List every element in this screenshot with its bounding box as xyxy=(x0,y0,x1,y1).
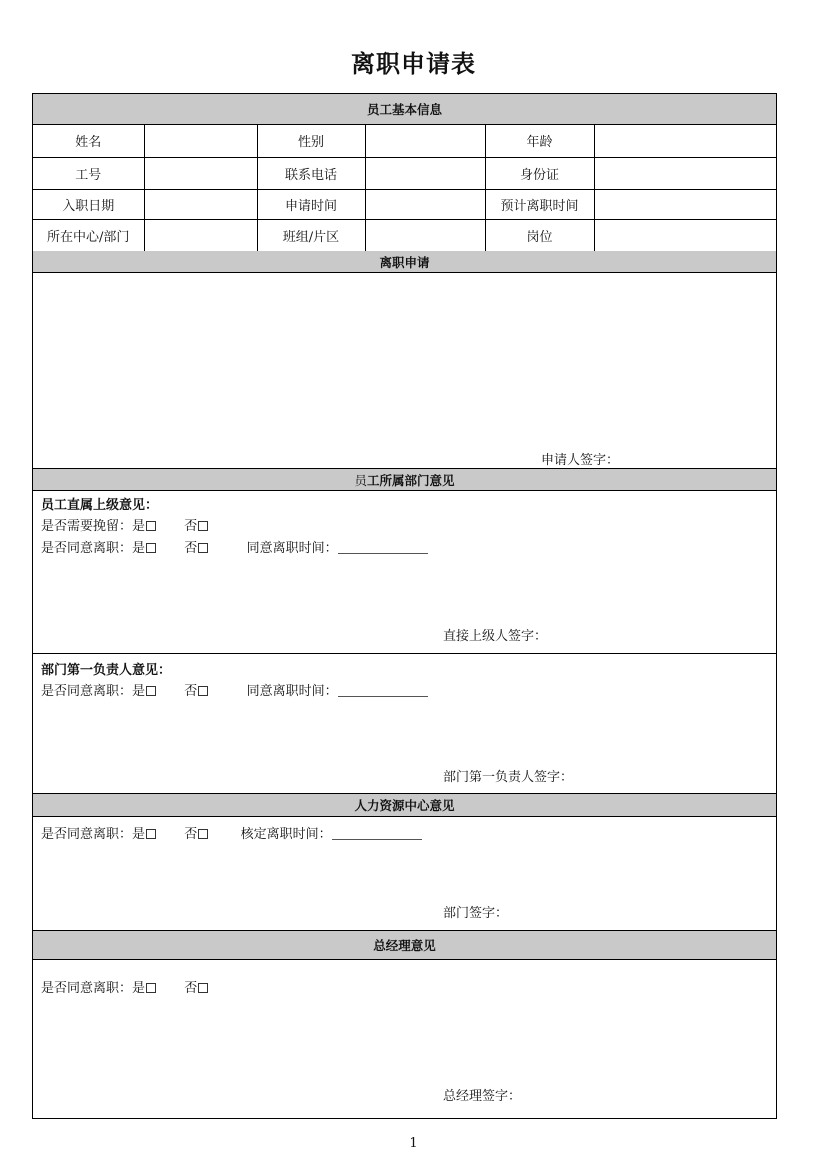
table-row xyxy=(33,125,776,157)
hr-signature-label: 部门签字： xyxy=(443,906,509,921)
applicant-signature-label: 申请人签字： xyxy=(541,453,620,468)
page-number: 1 xyxy=(409,1136,418,1151)
phone-field[interactable] xyxy=(365,157,485,189)
gm-agree-no-label: 否 xyxy=(184,981,198,996)
gm-agree-yes-checkbox[interactable] xyxy=(146,983,156,993)
hr-agree-no-checkbox[interactable] xyxy=(198,829,208,839)
team-field[interactable] xyxy=(365,219,485,251)
resignation-form xyxy=(32,93,777,1119)
label-hire-date: 入职日期 xyxy=(33,189,144,219)
apply-date-field[interactable] xyxy=(365,189,485,219)
section-header-dept-opinion xyxy=(33,469,776,491)
page-title: 离职申请表 xyxy=(351,49,476,78)
dept-head-signature-label: 部门第一负责人签字： xyxy=(443,770,574,785)
hire-date-field[interactable] xyxy=(144,189,257,219)
label-name: 姓名 xyxy=(33,125,144,157)
expected-leave-date-field[interactable] xyxy=(594,189,776,219)
dept-head-agree-label: 是否同意离职：是 xyxy=(41,684,146,699)
gender-field[interactable] xyxy=(365,125,485,157)
hr-date-label: 核定离职时间： xyxy=(240,827,332,842)
name-field[interactable] xyxy=(144,125,257,157)
label-employee-id: 工号 xyxy=(33,157,144,189)
supervisor-agree-yes-checkbox[interactable] xyxy=(146,543,156,553)
gm-opinion-section xyxy=(33,960,776,1118)
dept-head-agree-question xyxy=(41,680,428,699)
id-card-field[interactable] xyxy=(594,157,776,189)
gm-agree-question xyxy=(41,977,208,996)
table-row xyxy=(33,189,776,219)
supervisor-agree-no-label: 否 xyxy=(184,541,198,556)
hr-agree-yes-checkbox[interactable] xyxy=(146,829,156,839)
retain-question-label: 是否需要挽留：是 xyxy=(41,519,146,534)
basic-info-table xyxy=(33,125,776,252)
supervisor-opinion-section xyxy=(33,491,776,654)
dept-head-date-field[interactable] xyxy=(338,685,428,697)
label-phone: 联系电话 xyxy=(257,157,365,189)
hr-agree-question xyxy=(41,823,422,842)
retain-no-checkbox[interactable] xyxy=(198,521,208,531)
dept-head-agree-yes-checkbox[interactable] xyxy=(146,686,156,696)
hr-agree-label: 是否同意离职：是 xyxy=(41,827,146,842)
employee-id-field[interactable] xyxy=(144,157,257,189)
supervisor-signature-label: 直接上级人签字： xyxy=(443,629,548,644)
gm-agree-no-checkbox[interactable] xyxy=(198,983,208,993)
hr-agree-no-label: 否 xyxy=(184,827,198,842)
supervisor-agree-label: 是否同意离职：是 xyxy=(41,541,146,556)
label-age: 年龄 xyxy=(485,125,594,157)
label-expected-leave-date: 预计离职时间 xyxy=(485,189,594,219)
dept-header-first-char: 员 xyxy=(354,472,367,488)
application-reason-area[interactable] xyxy=(33,273,776,469)
retain-no-label: 否 xyxy=(184,519,198,534)
supervisor-agree-question xyxy=(41,537,428,556)
hr-opinion-section xyxy=(33,817,776,931)
label-apply-date: 申请时间 xyxy=(257,189,365,219)
label-department: 所在中心/部门 xyxy=(33,219,144,251)
section-header-gm-opinion: 总经理意见 xyxy=(33,931,776,960)
dept-head-agree-no-label: 否 xyxy=(184,684,198,699)
dept-head-date-label: 同意离职时间： xyxy=(246,684,338,699)
table-row xyxy=(33,157,776,189)
label-team: 班组/片区 xyxy=(257,219,365,251)
supervisor-opinion-title: 员工直属上级意见： xyxy=(41,498,159,513)
position-field[interactable] xyxy=(594,219,776,251)
section-header-application: 离职申请 xyxy=(33,251,776,273)
supervisor-agree-no-checkbox[interactable] xyxy=(198,543,208,553)
table-row xyxy=(33,219,776,251)
retain-question xyxy=(41,515,208,534)
age-field[interactable] xyxy=(594,125,776,157)
gm-agree-label: 是否同意离职：是 xyxy=(41,981,146,996)
gm-signature-label: 总经理签字： xyxy=(443,1089,522,1104)
label-position: 岗位 xyxy=(485,219,594,251)
label-gender: 性别 xyxy=(257,125,365,157)
dept-head-opinion-title: 部门第一负责人意见： xyxy=(41,663,172,678)
dept-head-opinion-section xyxy=(33,654,776,794)
section-header-basic-info: 员工基本信息 xyxy=(33,94,776,125)
supervisor-date-label: 同意离职时间： xyxy=(246,541,338,556)
retain-yes-checkbox[interactable] xyxy=(146,521,156,531)
section-header-hr-opinion: 人力资源中心意见 xyxy=(33,794,776,817)
dept-header-rest: 工所属部门意见 xyxy=(367,472,455,488)
dept-head-agree-no-checkbox[interactable] xyxy=(198,686,208,696)
supervisor-date-field[interactable] xyxy=(338,542,428,554)
hr-date-field[interactable] xyxy=(332,828,422,840)
department-field[interactable] xyxy=(144,219,257,251)
label-id-card: 身份证 xyxy=(485,157,594,189)
